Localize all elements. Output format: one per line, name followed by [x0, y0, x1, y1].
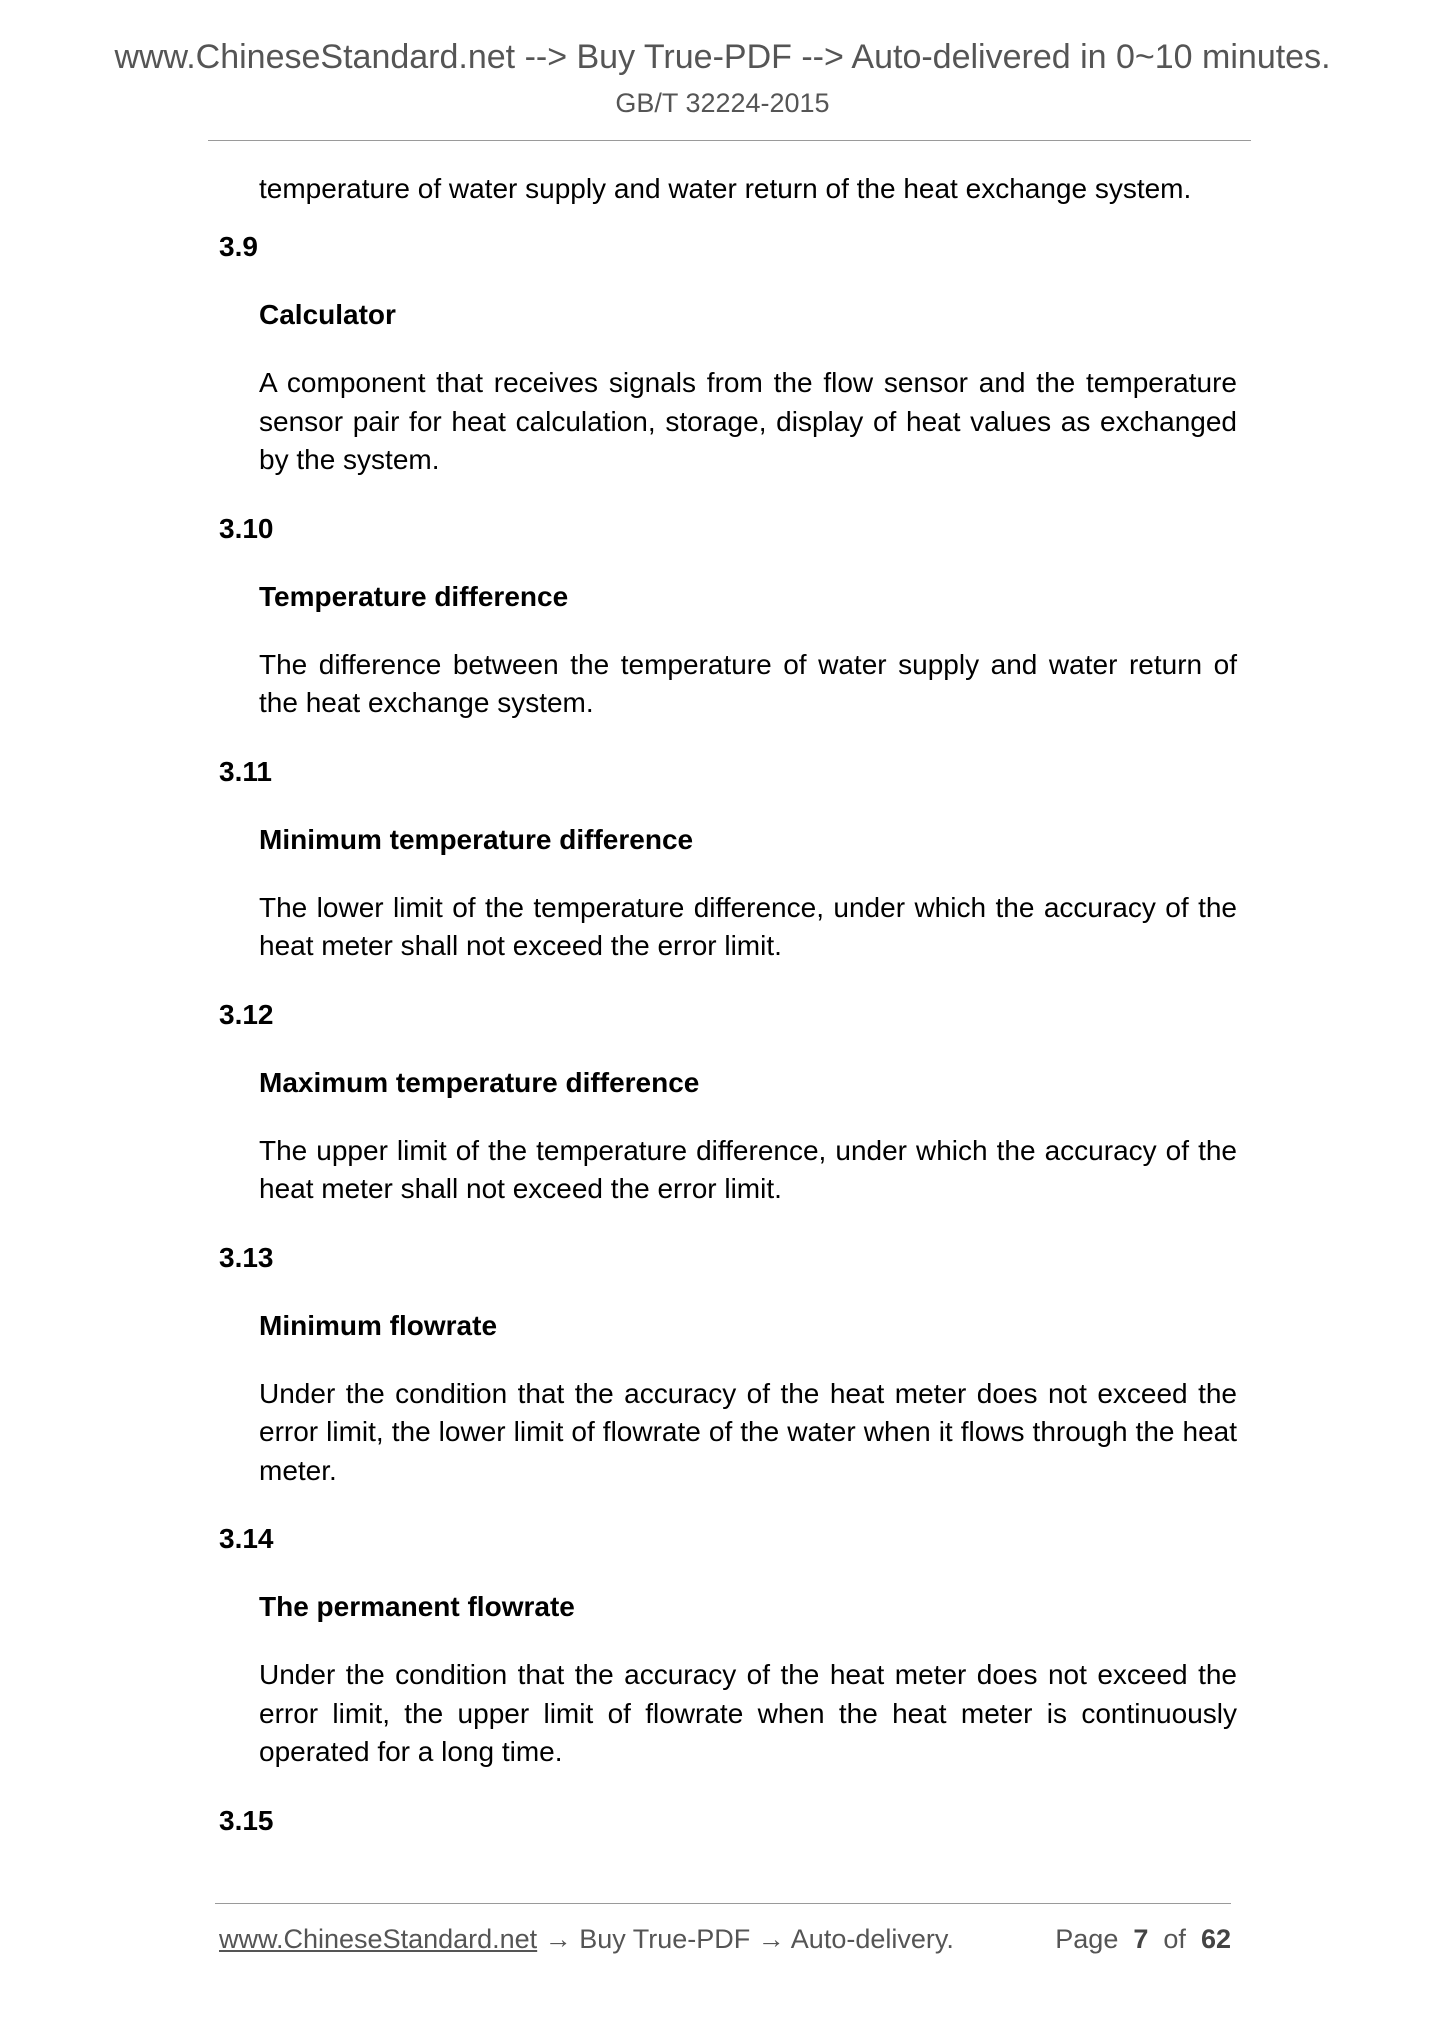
clause-definition: The difference between the temperature of water supply and water return of the heat exchange system.: [259, 648, 1237, 718]
continuation-text: temperature of water supply and water return of the heat exchange system.: [259, 173, 1192, 204]
clause-title: Temperature difference: [259, 580, 569, 612]
arrow-icon: →: [757, 1924, 785, 1954]
clause-3-12: [219, 996, 1239, 1209]
clause-title: Calculator: [259, 299, 396, 330]
delivery-text: Auto-delivery.: [790, 1924, 954, 1954]
page-of: of: [1163, 1924, 1186, 1954]
clause-number: 3.10: [219, 512, 274, 544]
clause-3-9: [219, 228, 1239, 480]
document-body: [219, 170, 1239, 1870]
clause-3-10: [219, 510, 1239, 723]
clause-number: 3.11: [219, 755, 272, 787]
clause-number: 3.14: [219, 1523, 274, 1554]
page-current: 7: [1133, 1924, 1149, 1954]
page-number: [1055, 1924, 1231, 1955]
clause-number: 3.9: [219, 231, 258, 262]
header-banner: www.ChineseStandard.net --> Buy True-PDF --> Auto-delivered in 0~10 minutes.: [114, 38, 1331, 76]
clause-3-13: [219, 1239, 1239, 1491]
clause-title: Maximum temperature difference: [259, 1066, 700, 1098]
clause-definition: A component that receives signals from the flow sensor and the temperature sensor pair for heat calculation, storage, display of heat values as exchanged by the system.: [259, 367, 1237, 475]
clause-3-11: [219, 753, 1239, 966]
clause-title: Minimum flowrate: [259, 1309, 498, 1341]
footer-links: [219, 1924, 954, 1955]
clause-3-14: [219, 1520, 1239, 1772]
clause-title: Minimum temperature difference: [259, 823, 694, 855]
clause-definition: Under the condition that the accuracy of the heat meter does not exceed the error limit, the upper limit of flowrate when the heat meter is continuously operated for a long time.: [259, 1659, 1237, 1767]
page-total: 62: [1200, 1924, 1231, 1954]
header-divider: [208, 140, 1251, 141]
page-label: Page: [1055, 1924, 1119, 1954]
clause-3-15: [219, 1802, 1239, 1840]
standard-id: GB/T 32224-2015: [615, 88, 830, 118]
footer-divider: [215, 1903, 1231, 1904]
clause-number: 3.12: [219, 998, 274, 1030]
buy-text: Buy True-PDF: [579, 1924, 751, 1954]
clause-definition: Under the condition that the accuracy of the heat meter does not exceed the error limit, the lower limit of flowrate of the water when it flows through the heat meter.: [259, 1377, 1237, 1486]
clause-definition: The lower limit of the temperature difference, under which the accuracy of the heat meter shall not exceed the error limit.: [259, 891, 1237, 961]
clause-definition: The upper limit of the temperature difference, under which the accuracy of the heat meter shall not exceed the error limit.: [259, 1134, 1237, 1204]
clause-title: The permanent flowrate: [259, 1591, 575, 1622]
clause-number: 3.13: [219, 1241, 274, 1273]
site-link[interactable]: www.ChineseStandard.net: [219, 1924, 538, 1954]
arrow-icon: →: [544, 1924, 572, 1954]
clause-number: 3.15: [219, 1804, 274, 1836]
